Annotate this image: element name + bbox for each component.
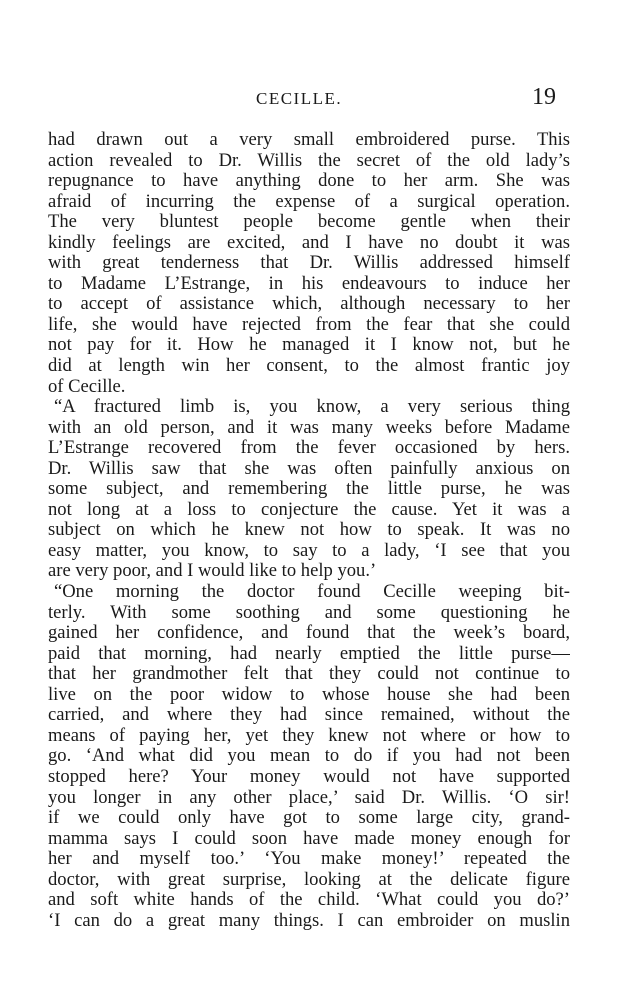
text-line: stopped here? Your money would not have supported [48, 766, 570, 787]
text-line: not long at a loss to conjecture the cause. Yet it was a [48, 499, 570, 520]
text-line: “One morning the doctor found Cecille weeping bit- [54, 582, 570, 603]
running-title: CECILLE. [256, 89, 343, 108]
text-line: ‘I can do a great many things. I can embroider on muslin [48, 910, 570, 931]
text-line: paid that morning, had nearly emptied the little purse— [48, 643, 570, 664]
text-line: doctor, with great surprise, looking at the delicate figure [48, 869, 570, 890]
text-line: did at length win her consent, to the almost frantic joy [48, 356, 570, 377]
text-line: you longer in any other place,’ said Dr. Willis. ‘O sir! [48, 787, 570, 808]
text-line: had drawn out a very small embroidered purse. This [48, 130, 570, 150]
text-line: action revealed to Dr. Willis the secret of the old lady’s [48, 150, 570, 171]
text-line: means of paying her, yet they knew not where or how to [48, 725, 570, 746]
text-line: “A fractured limb is, you know, a very serious thing [54, 397, 570, 418]
text-line: carried, and where they had since remained, without the [48, 705, 570, 726]
text-line: go. ‘And what did you mean to do if you had not been [48, 746, 570, 767]
text-line: if we could only have got to some large city, grand- [48, 808, 570, 829]
text-line: L’Estrange recovered from the fever occasioned by hers. [48, 438, 570, 459]
text-line: not pay for it. How he managed it I know not, but he [48, 335, 570, 356]
text-line: to accept of assistance which, although necessary to her [48, 294, 570, 315]
text-line: are very poor, and I would like to help you.’ [48, 561, 377, 582]
running-header [0, 86, 638, 116]
text-line: Dr. Willis saw that she was often painfully anxious on [48, 458, 570, 479]
text-line: life, she would have rejected from the fear that she could [48, 314, 570, 335]
text-line: afraid of incurring the expense of a surgical operation. [48, 191, 570, 212]
text-line: to Madame L’Estrange, in his endeavours to induce her [48, 273, 570, 294]
text-line: gained her confidence, and found that the week’s board, [48, 623, 570, 644]
text-line: and soft white hands of the child. ‘What could you do?’ [48, 890, 570, 911]
text-line: easy matter, you know, to say to a lady, ‘I see that you [48, 540, 570, 561]
text-line: kindly feelings are excited, and I have no doubt it was [48, 232, 570, 253]
body-text [48, 130, 570, 931]
text-line: mamma says I could soon have made money enough for [48, 828, 570, 849]
text-line: repugnance to have anything done to her arm. She was [48, 171, 570, 192]
text-line: subject on which he knew not how to speak. It was no [48, 520, 570, 541]
text-line: her and myself too.’ ‘You make money!’ repeated the [48, 849, 570, 870]
text-line: with great tenderness that Dr. Willis addressed himself [48, 253, 570, 274]
text-line: with an old person, and it was many weeks before Madame [48, 417, 570, 438]
text-line: live on the poor widow to whose house she had been [48, 684, 570, 705]
text-line: some subject, and remembering the little purse, he was [48, 479, 570, 500]
text-line: The very bluntest people become gentle when their [48, 212, 570, 233]
text-line: that her grandmother felt that they could not continue to [48, 664, 570, 685]
page-number: 19 [532, 84, 556, 110]
text-line: of Cecille. [48, 376, 126, 397]
text-line: terly. With some soothing and some questioning he [48, 602, 570, 623]
